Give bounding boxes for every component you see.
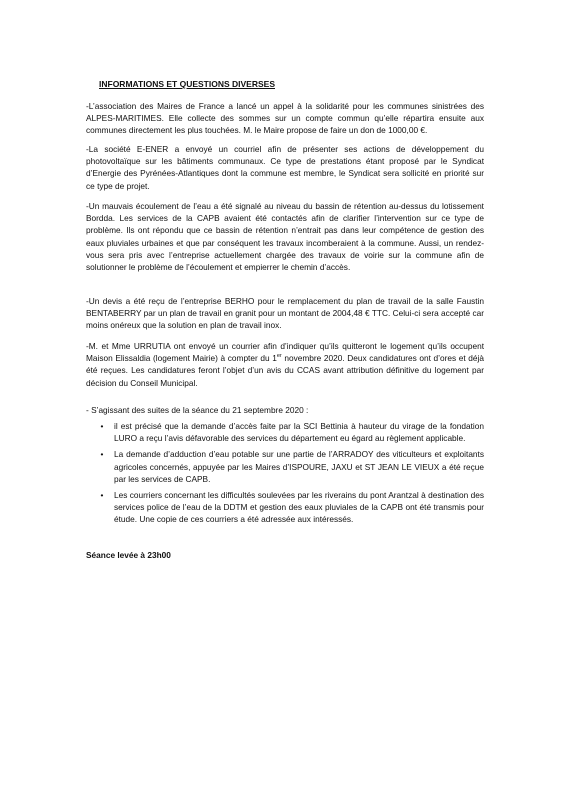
paragraph-photovoltaic: -La société E-ENER a envoyé un courriel afin de présenter ses actions de développement du photovoltaïque sur les bâtiments communaux. Ce type de prestations étant proposé par le Syndicat d’Energie des Pyrénées-Atlantiques dont la commune est membre, le Syndicat sera sollicité en priorité sur ce type de projet. [86, 144, 484, 191]
list-item-text: Les courriers concernant les difficultés soulevées par les riverains du pont Arantzal à destination des services police de l’eau de la DDTM et gestion des eaux pluviales de la CAPB ont été transmis pour étude. Une copie de ces courriers a été adressée aux intéressés. [114, 490, 484, 525]
housing-text-end: novembre 2020. Deux candidatures ont d’ores et déjà été reçues. Les candidatures feront l’objet d’un avis du CCAS avant attribution définitive du logement par décision du Conseil Municipal. [86, 353, 484, 388]
paragraph-followup-intro: - S’agissant des suites de la séance du 21 septembre 2020 : [86, 405, 309, 415]
closing-line: Séance levée à 23h00 [86, 550, 171, 560]
paragraph-worktop-quote: -Un devis a été reçu de l’entreprise BERHO pour le remplacement du plan de travail de la salle Faustin BENTABERRY par un plan de travail en granit pour un montant de 2004,48 € TTC. Celui-ci sera accepté car moins onéreux que la solution en plan de travail inox. [86, 296, 484, 331]
paragraph-housing [86, 340, 484, 389]
list-item [97, 420, 484, 444]
section-heading: INFORMATIONS ET QUESTIONS DIVERSES [99, 79, 275, 89]
list-item-text: il est précisé que la demande d’accès faite par la SCI Bettinia à hauteur du virage de la fondation LURO a reçu l’avis défavorable des services du département eu égard au règlement applicable. [114, 421, 484, 444]
list-item [97, 489, 484, 526]
ordinal-superscript: er [276, 353, 282, 360]
housing-text-start: -M. et Mme URRUTIA ont envoyé un courrier afin d’indiquer qu’ils quitteront le logement qu’ils occupent Maison Elissaldia (logement Mairie) à compter du 1 [86, 341, 484, 364]
bullet-icon: • [100, 490, 104, 501]
followup-bullet-list [97, 420, 484, 530]
bullet-icon: • [100, 421, 104, 431]
paragraph-solidarity-appeal: -L’association des Maires de France a lancé un appel à la solidarité pour les communes sinistrées des ALPES-MARITIMES. Elle collecte des sommes sur un compte commun qu’elle répartira ensuite aux communes directement les plus touchées. M. le Maire propose de faire un don de 1000,00 €. [86, 101, 484, 136]
list-item-text: La demande d’adduction d’eau potable sur une partie de l’ARRADOY des viticulteurs et exploitants agricoles concernés, appuyée par les Maires d’ISPOURE, JAXU et ST JEAN LE VIEUX a été reçue par les services de CAPB. [114, 449, 484, 484]
paragraph-water-drainage: -Un mauvais écoulement de l’eau a été signalé au niveau du bassin de rétention au-dessus du lotissement Bordda. Les services de la CAPB avaient été contactés afin de clarifier l’intervention sur ce type de problème. Ils ont répondu que ce bassin de rétention n’entrait pas dans leur compétence de gestion des eaux pluviales urbaines et que par conséquent les travaux incomberaient à la commune. Aussi, un rendez-vous sera pris avec l’entreprise actuellement chargée des travaux de voirie sur la commune afin de solutionner le problème de l’écoulement et empierrer le chemin d’accès. [86, 201, 484, 273]
bullet-icon: • [100, 449, 104, 460]
list-item [97, 448, 484, 485]
